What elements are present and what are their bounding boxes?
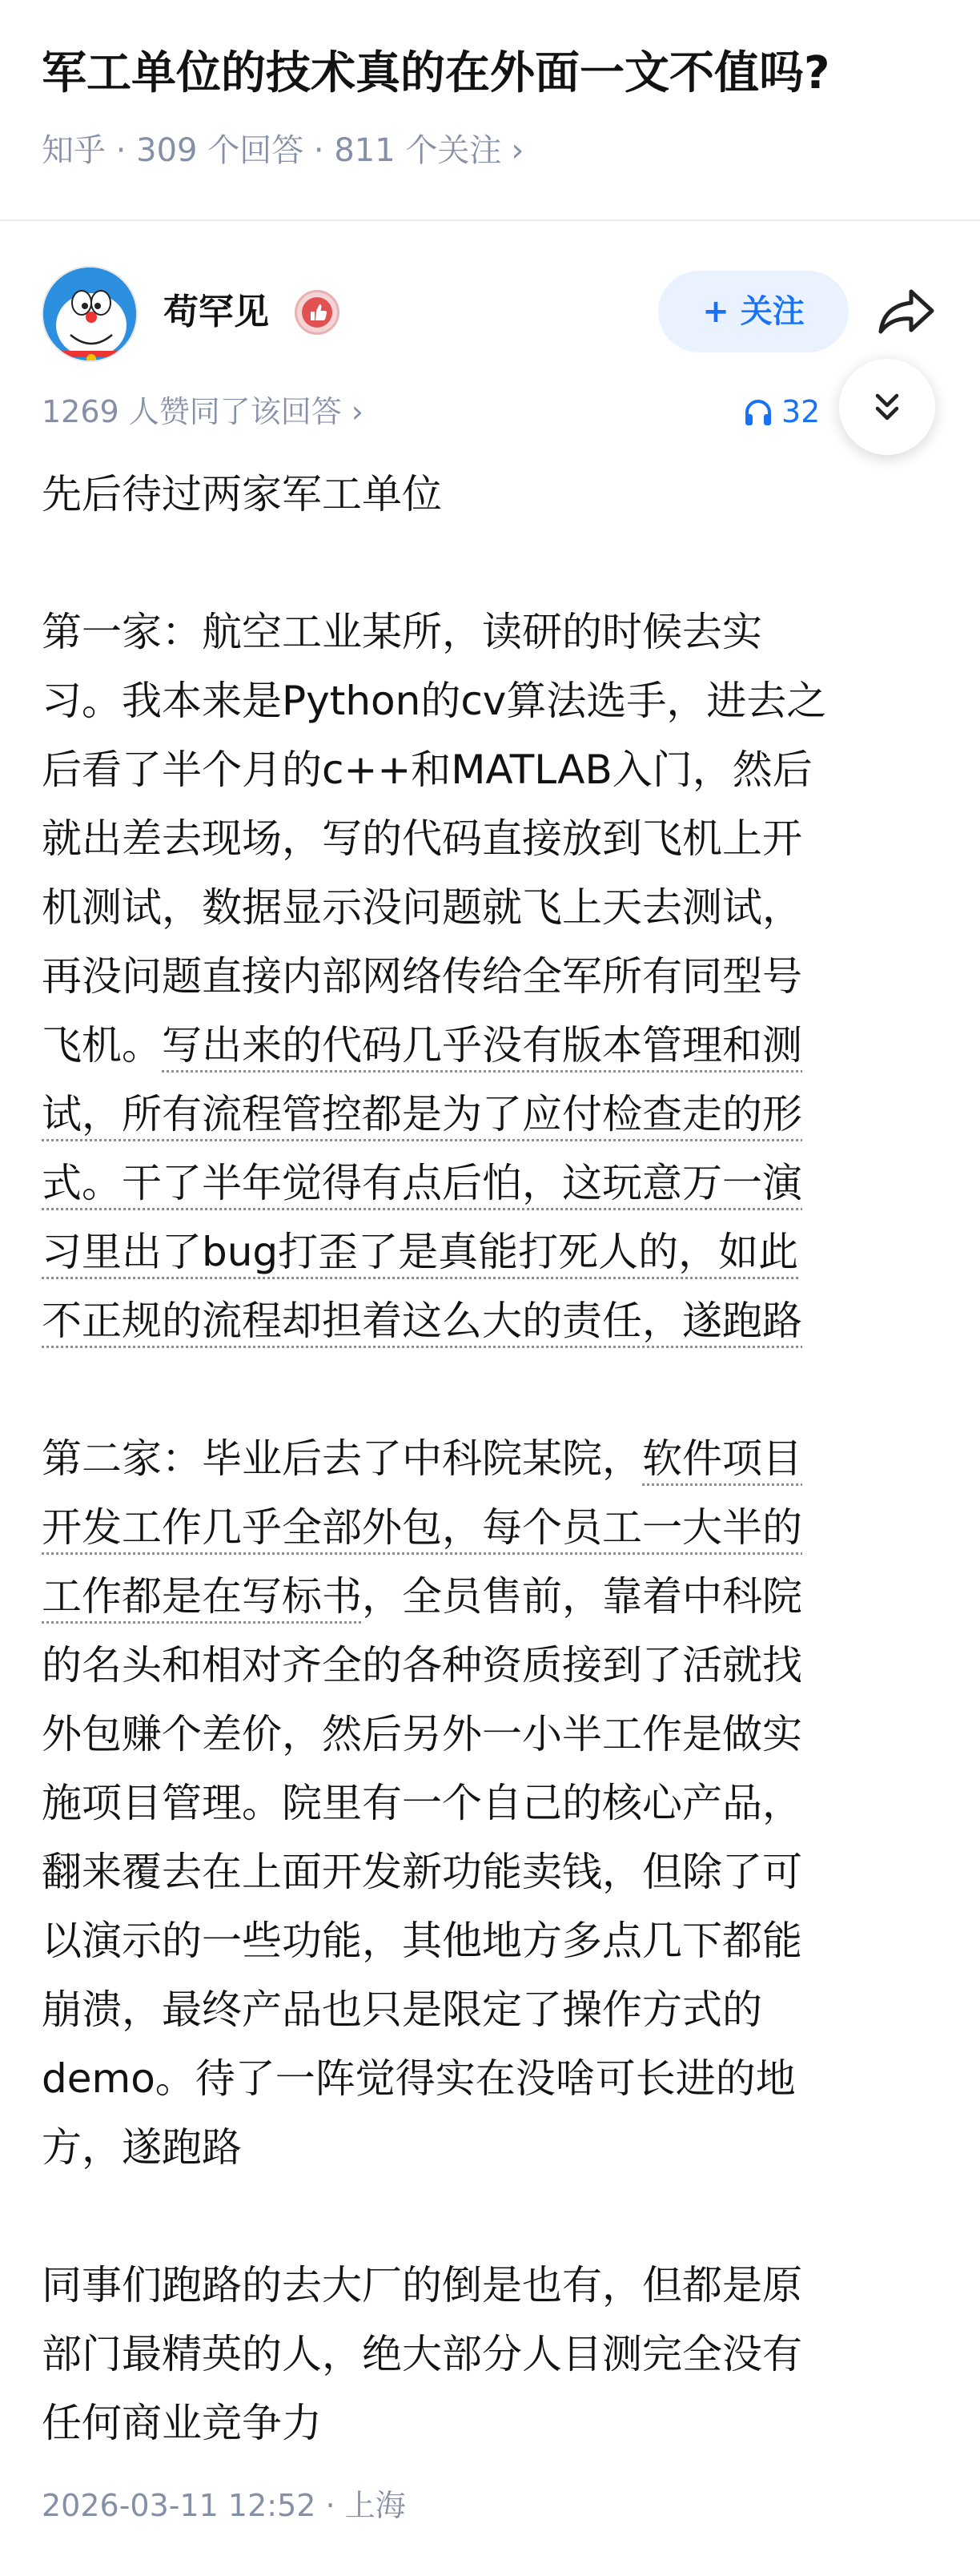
text-line <box>42 2113 946 2182</box>
vote-count-text: 1269 人赞同了该回答 <box>42 394 342 429</box>
text-segment: 方，遂跑路 <box>42 2124 242 2171</box>
author-name[interactable]: 苟罕见 <box>163 292 269 332</box>
highlighted-text[interactable]: 工作都是在写标书 <box>42 1573 362 1620</box>
text-line <box>42 2044 946 2113</box>
text-line <box>42 2320 946 2389</box>
text-line <box>42 598 946 666</box>
text-line <box>42 2389 946 2457</box>
answer-paragraph <box>42 2251 946 2457</box>
text-line <box>42 1837 946 1906</box>
vote-count[interactable] <box>42 389 363 434</box>
double-chevron-down-icon <box>865 384 910 429</box>
headphones-icon <box>743 396 773 427</box>
text-line <box>42 1080 946 1149</box>
text-line <box>42 1286 946 1355</box>
highlighted-text[interactable]: 软件项目 <box>642 1435 802 1482</box>
text-segment: 同事们跑路的去大厂的倒是也有，但都是原 <box>42 2262 802 2308</box>
text-line <box>42 1769 946 1837</box>
text-segment: 机测试，数据显示没问题就飞上天去测试， <box>42 884 802 931</box>
text-line <box>42 1011 946 1080</box>
text-segment: 外包赚个差价，然后另外一小半工作是做实 <box>42 1711 802 1757</box>
text-segment: 飞机。 <box>42 1022 162 1069</box>
text-segment: 先后待过两家军工单位 <box>42 471 442 517</box>
text-line <box>42 1424 946 1493</box>
text-segment: 的名头和相对齐全的各种资质接到了活就找 <box>42 1642 802 1688</box>
highlighted-text[interactable]: 式。干了半年觉得有点后怕，这玩意万一演 <box>42 1160 802 1206</box>
answer-paragraph <box>42 598 946 1355</box>
text-line <box>42 873 946 942</box>
doraemon-avatar-icon <box>43 268 138 362</box>
text-line <box>42 1562 946 1631</box>
text-segment: 施项目管理。院里有一个自己的核心产品， <box>42 1780 802 1826</box>
text-line <box>42 942 946 1011</box>
question-stats: 知乎 · 309 个回答 · 811 个关注 <box>42 132 502 169</box>
text-segment: demo。待了一阵觉得实在没啥可长进的地 <box>42 2055 796 2102</box>
listen-button[interactable] <box>743 389 820 434</box>
text-line <box>42 1149 946 1218</box>
text-segment: 就出差去现场，写的代码直接放到飞机上开 <box>42 815 802 862</box>
text-line <box>42 735 946 804</box>
text-segment: 习。我本来是Python的cv算法选手，进去之 <box>42 678 827 724</box>
text-segment: 部门最精英的人，绝大部分人目测完全没有 <box>42 2331 802 2377</box>
author-row <box>0 256 980 368</box>
chevron-right-icon: › <box>351 394 363 429</box>
text-segment: 后看了半个月的c++和MATLAB入门，然后 <box>42 747 813 793</box>
text-segment: 以演示的一些功能，其他地方多点几下都能 <box>42 1918 802 1964</box>
text-line <box>42 460 946 529</box>
thumbs-up-badge-icon <box>295 290 339 335</box>
chevron-right-icon: › <box>511 132 524 169</box>
highlighted-text[interactable]: 写出来的代码几乎没有版本管理和测 <box>162 1022 802 1069</box>
highlighted-text[interactable]: 习里出了bug打歪了是真能打死人的，如此 <box>42 1229 799 1275</box>
text-segment: ，全员售前，靠着中科院 <box>362 1573 802 1620</box>
text-segment: 崩溃，最终产品也只是限定了操作方式的 <box>42 1986 762 2033</box>
text-segment: 任何商业竞争力 <box>42 2400 322 2446</box>
share-arrow-icon[interactable] <box>874 284 938 340</box>
text-line <box>42 1700 946 1769</box>
text-line <box>42 2251 946 2320</box>
text-line <box>42 804 946 873</box>
answer-paragraph <box>42 460 946 529</box>
text-line <box>42 1631 946 1700</box>
text-segment: 翻来覆去在上面开发新功能卖钱，但除了可 <box>42 1849 802 1895</box>
text-line <box>42 666 946 735</box>
text-line <box>42 1493 946 1562</box>
answer-content <box>42 460 946 2457</box>
collapse-button[interactable] <box>839 359 935 455</box>
avatar[interactable] <box>42 266 138 362</box>
answer-paragraph <box>42 1424 946 2182</box>
highlighted-text[interactable]: 试，所有流程管控都是为了应付检查走的形 <box>42 1091 802 1137</box>
text-line <box>42 1975 946 2044</box>
follow-button[interactable]: + 关注 <box>658 271 849 352</box>
question-meta[interactable] <box>42 128 524 173</box>
question-header <box>0 0 980 221</box>
text-segment: 再没问题直接内部网络传给全军所有同型号 <box>42 953 802 1000</box>
listen-count: 32 <box>781 394 821 429</box>
question-title[interactable]: 军工单位的技术真的在外面一文不值吗? <box>42 47 830 99</box>
text-segment: 第二家：毕业后去了中科院某院， <box>42 1435 642 1482</box>
text-segment: 第一家：航空工业某所，读研的时候去实 <box>42 609 762 655</box>
highlighted-text[interactable]: 开发工作几乎全部外包，每个员工一大半的 <box>42 1504 802 1551</box>
text-line <box>42 1906 946 1975</box>
highlighted-text[interactable]: 不正规的流程却担着这么大的责任，遂跑路 <box>42 1298 802 1344</box>
answer-timestamp-location: 2026-03-11 12:52 · 上海 <box>42 2488 406 2523</box>
text-line <box>42 1218 946 1286</box>
